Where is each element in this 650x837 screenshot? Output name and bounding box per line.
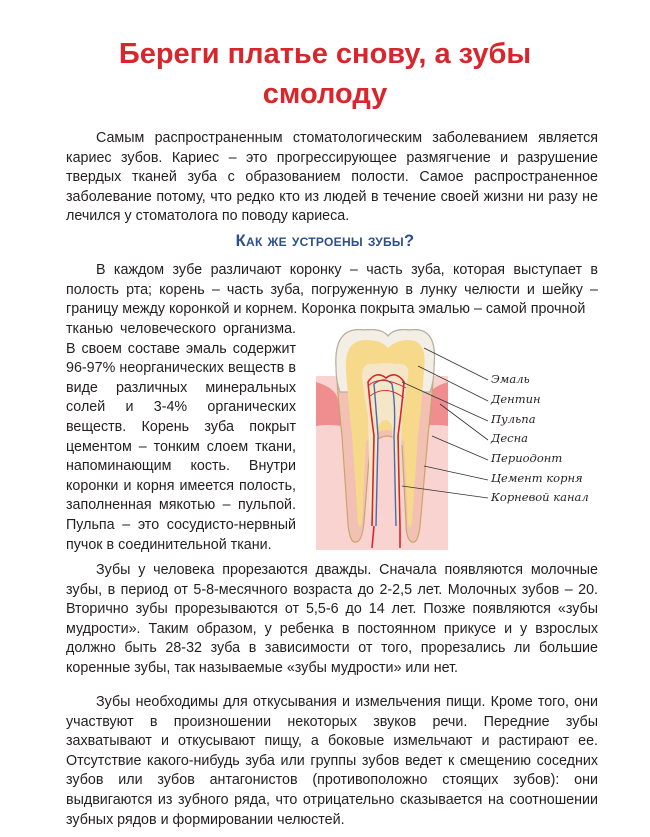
structure-paragraph: В каждом зубе различают коронку – часть зуба, которая выступает в полость рта; корень – часть зуба, погруженную в лунку челюсти и шейку – границу между коронкой и корнем. Коронка покрыта эмалью – самой прочной bbox=[66, 262, 598, 318]
label-cementum: Цемент корня bbox=[491, 471, 583, 485]
eruption-paragraph: Зубы у человека прорезаются дважды. Сначала появляются молочные зубы, в период от 5-8-месячного возраста до 2-2,5 лет. Молочных зубов – 20. Вторично зубы прорезываются от 5,5-6 до 14 лет. Позже появляются «зубы мудрости». Таким образом, у ребенка в постоянном прикусе и у взрослых должно быть 28-32 зуба в зависимости от того, прорезались ли большие коренные зубы, так называемые «зубы мудрости» или нет. bbox=[66, 562, 598, 676]
structure-paragraph-continued: тканью человеческого организма. В своем составе эмаль содержит 96-97% неорганических веществ в виде различных минеральных солей и 3-4% органических веществ. Корень зуба покрыт цементом – тонким слоем ткани, напоминающим кость. Внутри коронки и корня имеется полость, заполненная мякотью – пульпой. Пульпа – это сосудисто-нервный пучок в соединительной ткани. bbox=[66, 321, 296, 553]
label-gum: Десна bbox=[491, 431, 529, 445]
section-subtitle: Как же устроены зубы? bbox=[235, 232, 415, 250]
label-dentin: Дентин bbox=[491, 392, 541, 406]
label-periodontium: Периодонт bbox=[491, 451, 563, 465]
page-title bbox=[40, 34, 610, 114]
tooth-diagram bbox=[316, 326, 616, 550]
intro-paragraph: Самым распространенным стоматологическим заболеванием является кариес зубов. Кариес – это прогрессирующее размягчение и разрушение твердых тканей зуба с образованием полости. Самое распространенное заболевание потому, что редко кто из людей в течение своей жизни ни разу не лечился у стоматолога по поводу кариеса. bbox=[66, 130, 598, 225]
tooth-illustration bbox=[316, 326, 616, 550]
label-enamel: Эмаль bbox=[491, 372, 530, 386]
label-root-canal: Корневой канал bbox=[491, 490, 589, 504]
function-paragraph: Зубы необходимы для откусывания и измельчения пищи. Кроме того, они участвуют в произношении некоторых звуков речи. Передние зубы захватывают и откусывают пищу, а боковые измельчают и растирают ее. Отсутствие какого-нибудь зуба или группы зубов ведет к смещению соседних зубов или зубов антагонистов (противоположно стоящих зубов): они выдвигаются из зубного ряда, что отрицательно сказывается на соотношении зубных рядов и формировании челюстей. bbox=[66, 694, 598, 828]
title-line-2: смолоду bbox=[262, 78, 388, 110]
title-line-1: Береги платье снову, а зубы bbox=[118, 38, 532, 70]
label-pulp: Пульпа bbox=[491, 412, 536, 426]
